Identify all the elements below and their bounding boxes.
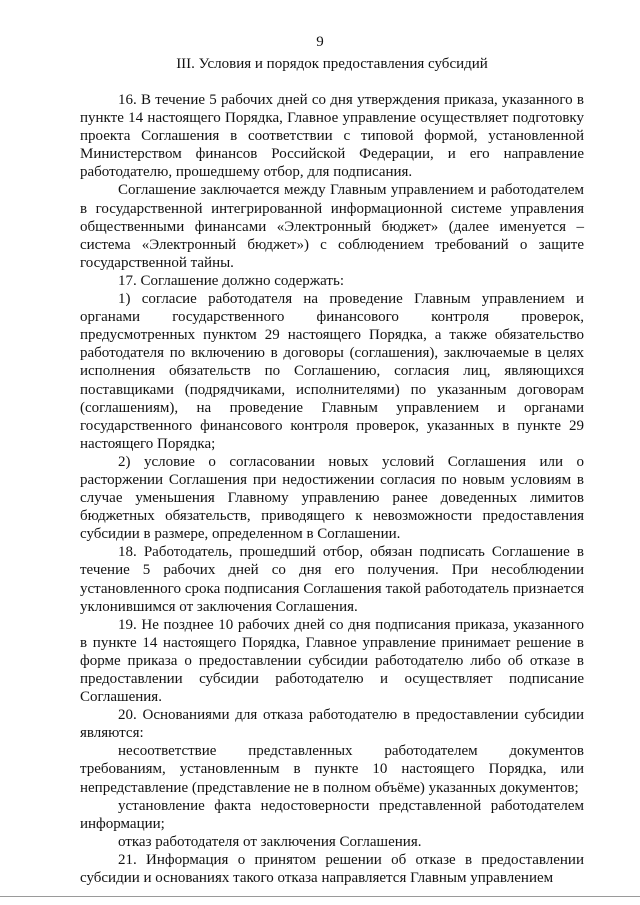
paragraph-20-reason-2: установление факта недостоверности представленной работодателем информации; bbox=[80, 797, 584, 832]
document-body bbox=[80, 91, 584, 887]
paragraph-20-reason-1: несоответствие представленных работодателем документов требованиям, установленным в пункте 10 настоящего Порядка, или непредставление (представление не в полном объёме) указанных документов; bbox=[80, 743, 584, 796]
paragraph-21: 21. Информация о принятом решении об отказе в предоставлении субсидии и основаниях такого отказа направляется Главным управлением bbox=[80, 851, 584, 887]
section-title: III. Условия и порядок предоставления субсидий bbox=[176, 56, 488, 72]
paragraph-17: 17. Соглашение должно содержать: bbox=[118, 272, 344, 289]
paragraph-16: 16. В течение 5 рабочих дней со дня утверждения приказа, указанного в пункте 14 настоящего Порядка, Главное управление осуществляет подготовку проекта Соглашения в соответствии с типовой формой, установленной Министерством финансов Российской Федерации, и его направление работодателю, прошедшему отбор, для подписания. bbox=[80, 92, 584, 181]
page-bottom-rule bbox=[0, 896, 640, 897]
paragraph-19: 19. Не позднее 10 рабочих дней со дня подписания приказа, указанного в пункте 14 настоящего Порядка, Главное управление принимает решение в форме приказа о предоставлении субсидии работодателю либо об отказе в предоставлении субсидии работодателю и осуществляет подписание Соглашения. bbox=[80, 616, 584, 706]
paragraph-20: 20. Основаниями для отказа работодателю в предоставлении субсидии являются: bbox=[80, 707, 584, 742]
page-number: 9 bbox=[316, 34, 324, 50]
paragraph-17-item-1: 1) согласие работодателя на проведение Главным управлением и органами государственного финансового контроля проверок, предусмотренных пунктом 29 настоящего Порядка, а также обязательство работодателя по включению в договоры (соглашения), заключаемые в целях исполнения обязательств по Соглашению, согласия лиц, являющихся поставщиками (подрядчиками, исполнителями) по указанным договорам (соглашениям), на проведение Главным управлением и органами государственного финансового контроля проверок, указанных в пункте 29 настоящего Порядка; bbox=[80, 291, 584, 452]
paragraph-agreement-conclusion: Соглашение заключается между Главным управлением и работодателем в государственной интегрированной информационной системе управления общественными финансами «Электронный бюджет» (далее именуется – система «Электронный бюджет») с соблюдением требований о защите государственной тайны. bbox=[80, 182, 584, 271]
paragraph-17-item-2: 2) условие о согласовании новых условий Соглашения или о расторжении Соглашения при недостижении согласия по новым условиям в случае уменьшения Главному управлению ранее доведенных лимитов бюджетных обязательств, приводящего к невозможности предоставления субсидии в размере, определенном в Соглашении. bbox=[80, 453, 584, 543]
paragraph-20-reason-3: отказ работодателя от заключения Соглашения. bbox=[118, 833, 422, 850]
paragraph-18: 18. Работодатель, прошедший отбор, обязан подписать Соглашение в течение 5 рабочих дней со дня его получения. При несоблюдении установленного срока подписания Соглашения такой работодатель признается уклонившимся от заключения Соглашения. bbox=[80, 544, 584, 615]
